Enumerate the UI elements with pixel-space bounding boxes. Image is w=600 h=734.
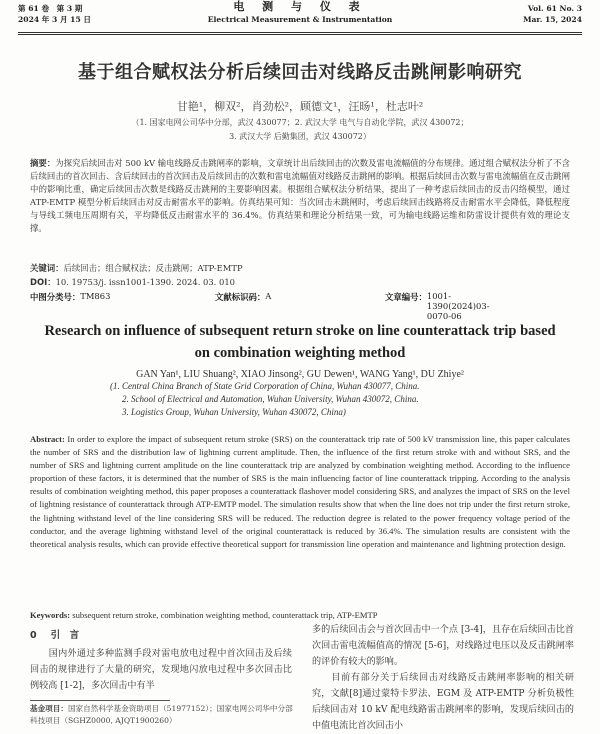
- clc-label: 中图分类号：: [30, 292, 81, 302]
- keywords-en: [30, 610, 570, 620]
- keywords-en-text: subsequent return stroke, combination weighting method, counterattack trip, ATP-EMTP: [72, 610, 378, 620]
- header-journal-en: Electrical Measurement & Instrumentation: [207, 15, 393, 24]
- doi-label: DOI：: [30, 277, 56, 287]
- funding-label: 基金项目：: [30, 704, 68, 713]
- keywords-en-label: Keywords:: [30, 610, 71, 620]
- doi-value[interactable]: 10. 19753/j. issn1001-1390. 2024. 03. 010: [55, 277, 235, 287]
- affiliation-en-line-3: 3. Logistics Group, Wuhan University, Wuhan 430072, China): [122, 407, 346, 417]
- section-heading-introduction: [30, 628, 292, 644]
- article-number-label: 文章编号：: [385, 292, 427, 302]
- header-volume-en: Vol. 61 No. 3: [527, 4, 582, 13]
- intro-paragraph-left: 国内外通过多种监测手段对雷电放电过程中首次回击及后续回击的规律进行了大量的研究，发现地闪放电过程中多次回击比例较高 [1-2]，多次回击中有半: [30, 649, 292, 691]
- doi: [30, 276, 570, 289]
- abstract-en-label: Abstract:: [30, 434, 65, 444]
- keywords-cn: [30, 262, 570, 275]
- header-volume-cn: 第 61 卷 第 3 期: [18, 4, 83, 13]
- title-en: Research on influence of subsequent return stroke on line counterattack trip based on combination weighting method: [44, 323, 556, 361]
- abstract-cn-text: 为探究后续回击对 500 kV 输电线路反击跳闸率的影响，文章统计出后续回击的次数及雷电流幅值的分布规律。通过组合赋权法分析了不含后续回击的首次回击、含后续回击的首次回击及后续回击的次数和雷电流幅值对线路反击跳闸的影响。根据后续回击次数与雷电流幅值在反击跳闸中的影响比重，确定后续回击次数是线路反击跳闸的主要影响因素。根据组合赋权法分析结果，提出了一种考虑后续回击的反击闪络模型，通过 ATP-EMTP 模型分析后续回击对反击耐雷水平的影响。仿真结果可知：当次回击未跳闸时，考虑后续回击线路将反击耐雷水平会降低，降低程度与导线工频电压周期有关，平均降低反击耐雷水平的 36.4%。仿真结果和理论分析结果一致，可为输电线路运维和防雷设计提供有效的理论支撑。: [30, 158, 570, 233]
- affiliation-en-line-1: (1. Central China Branch of State Grid Corporation of China, Wuhan 430077, China.: [110, 381, 420, 391]
- clc-value: TM863: [80, 291, 111, 301]
- doc-code-label: 文献标识码：: [215, 292, 266, 302]
- running-header: [18, 0, 582, 31]
- body-column-left: [30, 628, 292, 694]
- abstract-cn-label: 摘要：: [30, 158, 56, 168]
- abstract-en-text: In order to explore the impact of subsequent return stroke (SRS) on the counterattack trip rate of 500 kV transmission line, this paper calculates the number of SRS and the distribution law of lightning current amplitude. Then, the influence of the first return stroke with and without SRS, and the number of SRS and lightning current amplitude on the line counterattack trip are analyzed by combination weighting method. According to the influence proportion of these factors, it is determined that the number of SRS is the main influencing factor of line counterattack tripping. According to the analysis results of combination weighting method, this paper proposes a counterattack flashover model considering SRS, and analyzes the impact of SRS on the level of lightning resistance of counterattack through ATP-EMTP model. The simulation results show that when the line does not trip under the first return stroke, the lightning withstand level of the line considering SRS will be reduced. The reduction degree is related to the power frequency voltage period of the conductor, and the average lightning withstand level of the original counterattack is reduced by 36.4%. The simulation results are consistent with the theoretical analysis results, which can provide effective theoretical support for transmission line operation and maintenance and lightning protection design.: [30, 434, 570, 549]
- abstract-en: [30, 433, 570, 551]
- section-number: 0: [30, 630, 37, 641]
- body-column-right: [312, 622, 574, 734]
- intro-paragraph-right-1: 多的后续回击会与首次回击中一个点 [3-4]，且存在后续回击比首次回击雷电流幅值高的情况 [5-6]，对线路过电压以及反击跳闸率的评价有较大的影响。: [312, 625, 574, 667]
- funding-text: 国家自然科学基金资助项目（51977152）；国家电网公司华中分部科技项目（SGHZ0000, AJQT1900260）: [30, 704, 293, 725]
- funding-footnote: [30, 703, 296, 727]
- header-rule-thick: [18, 32, 582, 33]
- header-date-cn: 2024 年 3 月 15 日: [18, 15, 91, 24]
- header-date-en: Mar. 15, 2024: [523, 15, 582, 24]
- authors-en: GAN Yan¹, LIU Shuang², XIAO Jinsong², GU Dewen¹, WANG Yang¹, DU Zhiye²: [136, 369, 464, 380]
- article-number-value: 1001-1390(2024)03-0070-06: [426, 291, 490, 321]
- footnote-rule: [30, 700, 170, 701]
- authors-cn: 甘艳¹，柳双²，肖劲松²，顾德文¹，汪旸¹，杜志叶²: [176, 100, 424, 113]
- intro-paragraph-right-2: 目前有部分关于后续回击对线路反击跳闸率影响的相关研究，文献[8]通过蒙特卡罗法、EGM 及 ATP-EMTP 分析负极性后续回击对 10 kV 配电线路雷击跳闸率的影响，发现后续回击的中值电流比首次回击小: [312, 673, 574, 731]
- header-journal-cn: 电 测 与 仪 表: [233, 0, 367, 13]
- affiliation-en-line-2: 2. School of Electrical and Automation, Wuhan University, Wuhan 430072, China.: [122, 394, 419, 404]
- keywords-cn-label: 关键词：: [30, 263, 64, 273]
- section-title: 引 言: [50, 630, 80, 641]
- affiliation-cn-line-1: （1. 国家电网公司华中分部，武汉 430077；2. 武汉大学 电气与自动化学院，武汉 430072；: [131, 118, 469, 127]
- header-rule-thin: [18, 34, 582, 35]
- abstract-cn: [30, 157, 570, 261]
- classification-row: [30, 291, 570, 321]
- title-cn: 基于组合赋权法分析后续回击对线路反击跳闸影响研究: [78, 62, 522, 83]
- affiliation-cn-line-2: 3. 武汉大学 后勤集团，武汉 430072）: [229, 132, 371, 141]
- doc-code-value: A: [265, 291, 272, 301]
- keywords-cn-text: 后续回击；组合赋权法；反击跳闸；ATP-EMTP: [63, 263, 243, 273]
